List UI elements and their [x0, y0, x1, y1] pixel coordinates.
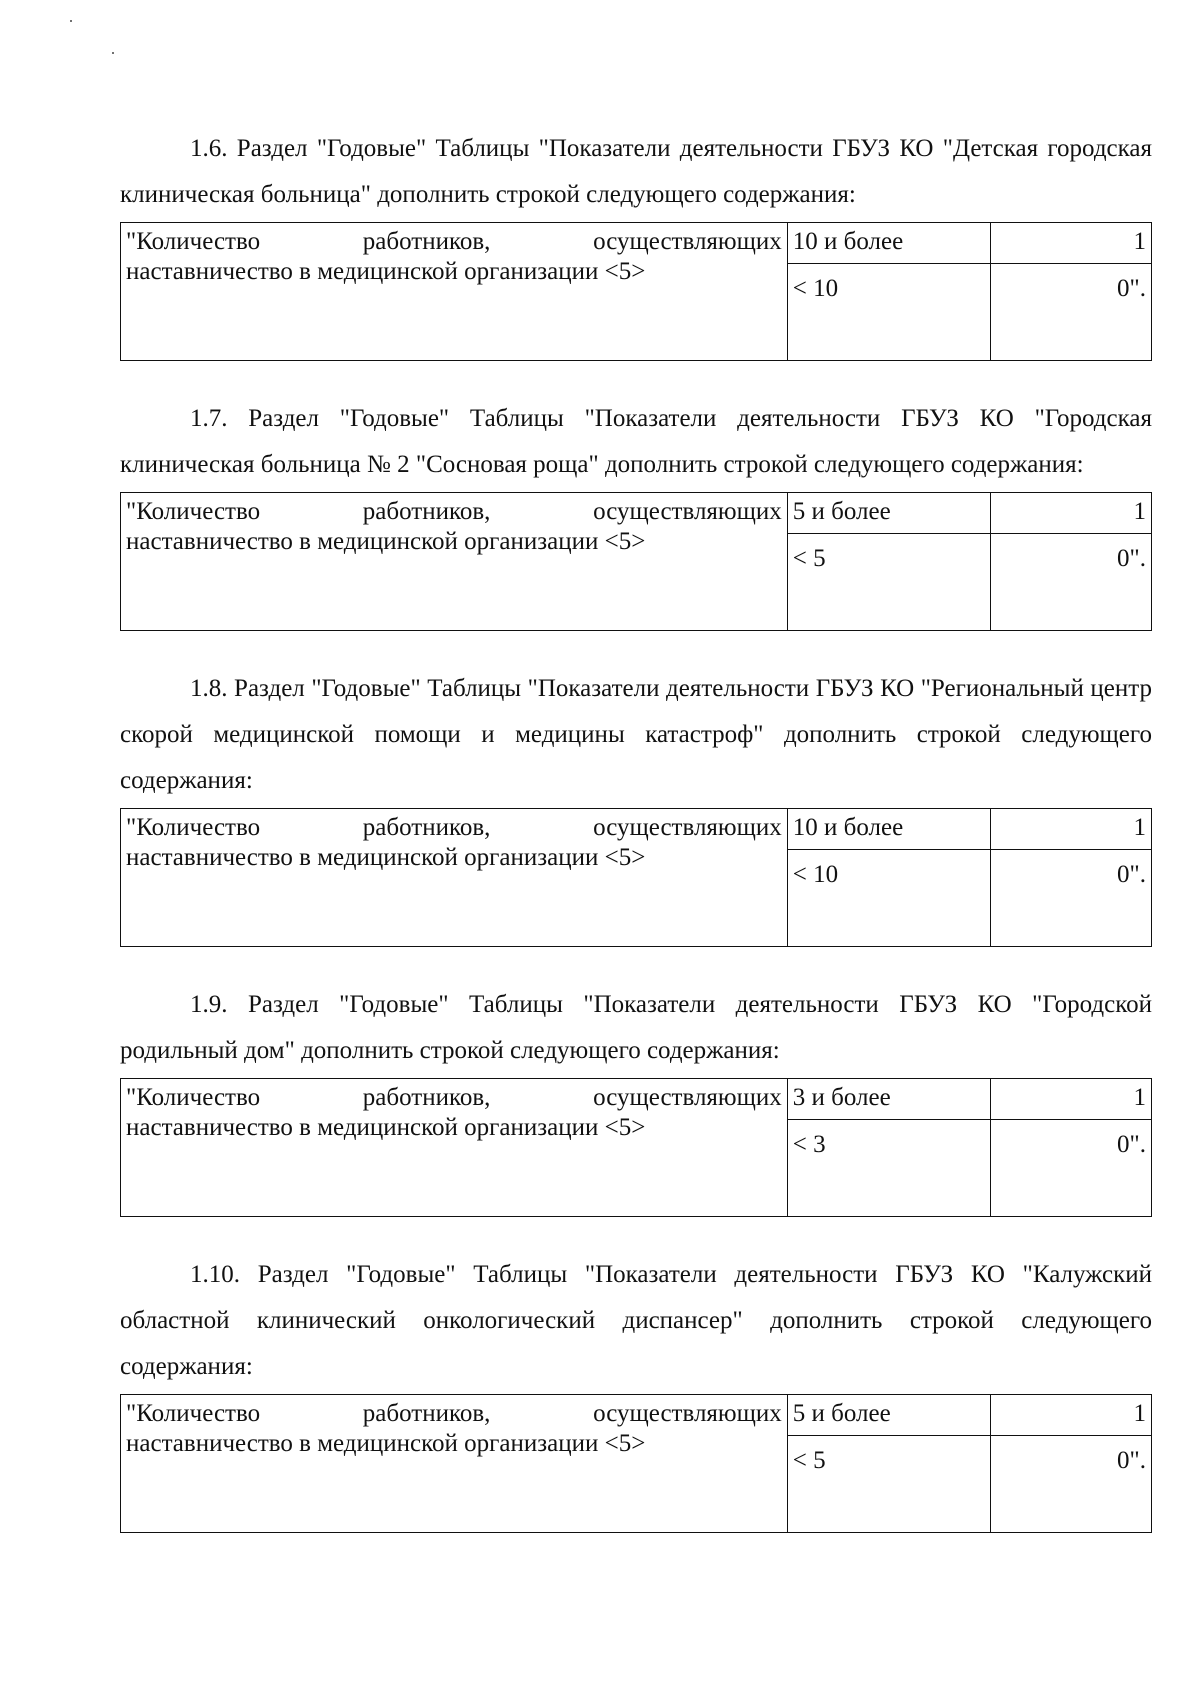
table-row — [121, 809, 1152, 850]
indicator-line-2: наставничество в медицинской организации <5> — [126, 1430, 646, 1457]
indicator-word: работников, — [362, 814, 491, 841]
scan-speck — [112, 52, 114, 54]
points-cell: 1 — [991, 1079, 1152, 1120]
indicator-name-cell — [121, 493, 788, 631]
indicator-word: осуществляющих — [593, 1084, 782, 1111]
indicator-word: осуществляющих — [593, 814, 782, 841]
indicator-word: работников, — [362, 498, 491, 525]
indicator-table — [120, 492, 1152, 631]
section-paragraph: 1.8. Раздел "Годовые" Таблицы "Показатели деятельности ГБУЗ КО "Региональный центр скорой медицинской помощи и медицины катастроф" дополнить строкой следующего содержания: — [120, 675, 1152, 794]
indicator-word: "Количество — [126, 1400, 261, 1427]
section-1-6 — [120, 126, 1152, 361]
indicator-name-cell — [121, 223, 788, 361]
indicator-word: "Количество — [126, 814, 261, 841]
indicator-word: работников, — [362, 1084, 491, 1111]
indicator-table — [120, 222, 1152, 361]
indicator-line-2: наставничество в медицинской организации <5> — [126, 1114, 646, 1141]
section-1-10 — [120, 1252, 1152, 1533]
section-paragraph: 1.6. Раздел "Годовые" Таблицы "Показатели деятельности ГБУЗ КО "Детская городская клиническая больница" дополнить строкой следующего содержания: — [120, 135, 1152, 208]
indicator-line-2: наставничество в медицинской организации <5> — [126, 258, 646, 285]
points-cell: 1 — [991, 809, 1152, 850]
indicator-word: работников, — [362, 228, 491, 255]
condition-cell: < 10 — [787, 264, 991, 361]
section-paragraph: 1.9. Раздел "Годовые" Таблицы "Показатели деятельности ГБУЗ КО "Городской родильный дом" дополнить строкой следующего содержания: — [120, 991, 1152, 1064]
section-1-8 — [120, 666, 1152, 947]
indicator-line-2: наставничество в медицинской организации <5> — [126, 844, 646, 871]
points-cell: 1 — [991, 493, 1152, 534]
section-1-9 — [120, 982, 1152, 1217]
points-cell: 0". — [991, 534, 1152, 631]
indicator-word: осуществляющих — [593, 228, 782, 255]
points-cell: 0". — [991, 1120, 1152, 1217]
points-cell: 0". — [991, 1436, 1152, 1533]
indicator-table — [120, 1394, 1152, 1533]
indicator-word: осуществляющих — [593, 498, 782, 525]
table-row — [121, 223, 1152, 264]
table-row — [121, 1079, 1152, 1120]
condition-cell: < 10 — [787, 850, 991, 947]
points-cell: 1 — [991, 223, 1152, 264]
section-paragraph: 1.7. Раздел "Годовые" Таблицы "Показатели деятельности ГБУЗ КО "Городская клиническая больница № 2 "Сосновая роща" дополнить строкой следующего содержания: — [120, 405, 1152, 478]
section-paragraph: 1.10. Раздел "Годовые" Таблицы "Показатели деятельности ГБУЗ КО "Калужский областной клинический онкологический диспансер" дополнить строкой следующего содержания: — [120, 1261, 1152, 1380]
condition-cell: < 5 — [787, 534, 991, 631]
condition-cell: 5 и более — [787, 493, 991, 534]
condition-cell: 3 и более — [787, 1079, 991, 1120]
indicator-name-cell — [121, 1079, 788, 1217]
condition-cell: 10 и более — [787, 809, 991, 850]
table-row — [121, 1395, 1152, 1436]
points-cell: 1 — [991, 1395, 1152, 1436]
indicator-line-2: наставничество в медицинской организации <5> — [126, 528, 646, 555]
indicator-word: "Количество — [126, 498, 261, 525]
condition-cell: 10 и более — [787, 223, 991, 264]
indicator-word: работников, — [362, 1400, 491, 1427]
points-cell: 0". — [991, 850, 1152, 947]
condition-cell: < 3 — [787, 1120, 991, 1217]
points-cell: 0". — [991, 264, 1152, 361]
condition-cell: 5 и более — [787, 1395, 991, 1436]
table-row — [121, 493, 1152, 534]
scan-speck — [70, 20, 72, 22]
indicator-word: "Количество — [126, 1084, 261, 1111]
indicator-word: осуществляющих — [593, 1400, 782, 1427]
indicator-word: "Количество — [126, 228, 261, 255]
section-1-7 — [120, 396, 1152, 631]
condition-cell: < 5 — [787, 1436, 991, 1533]
indicator-name-cell — [121, 1395, 788, 1533]
indicator-name-cell — [121, 809, 788, 947]
indicator-table — [120, 1078, 1152, 1217]
indicator-table — [120, 808, 1152, 947]
